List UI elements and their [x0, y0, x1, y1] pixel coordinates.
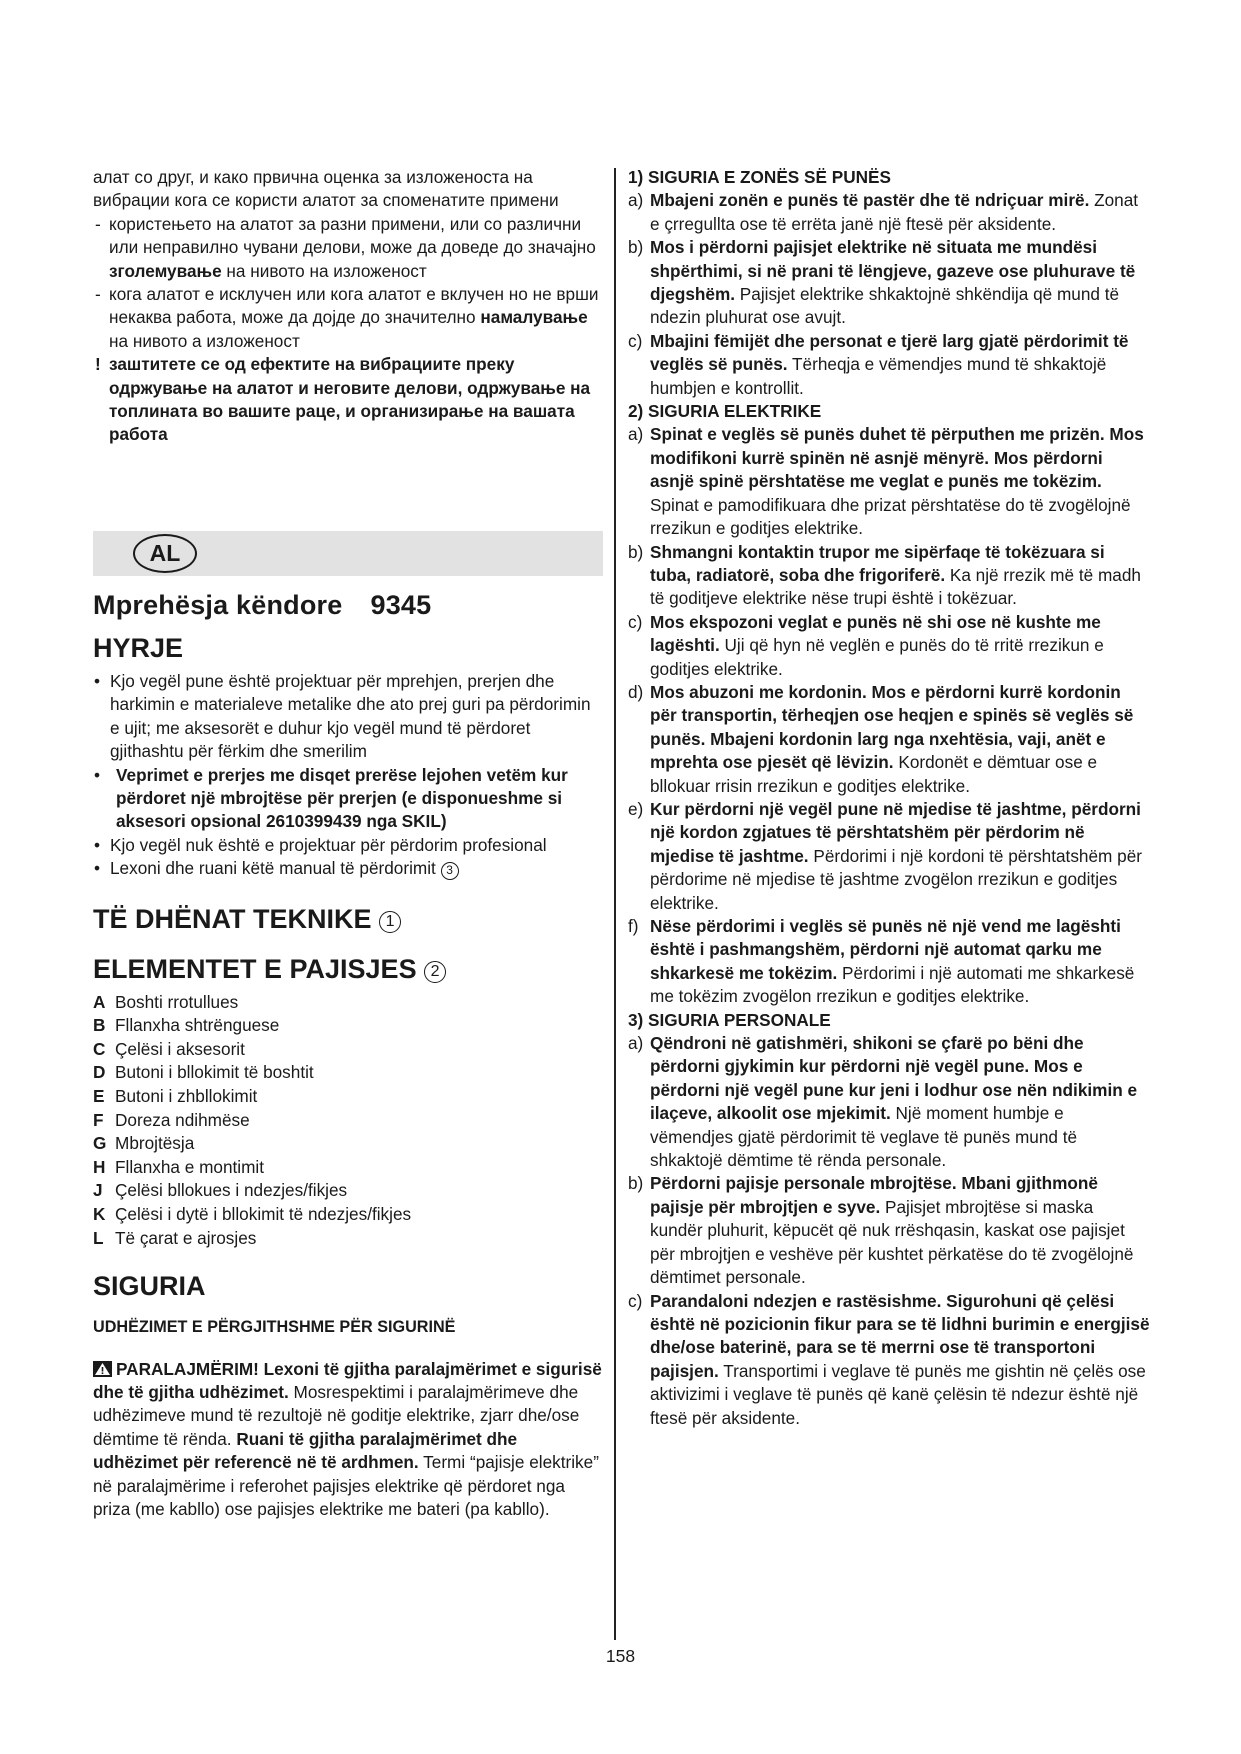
safety-item-2b: [628, 541, 1150, 611]
safety-item-2d: [628, 681, 1150, 798]
item-bold-text: Qëndroni në gatishmëri, shikoni se çfarë po bëni dhe përdorni gjykimin kur përdorni një vegël pune. Mos e përdorni një vegël pune kur jeni i lodhur ose nën ndikimin e ilaçeve, alkoolit ose mjekimit.: [650, 1033, 1138, 1124]
list-item: [93, 1156, 603, 1180]
part-label: Çelësi i dytë i bllokimit të ndezjes/fikjes: [115, 1204, 412, 1224]
item-marker: d): [628, 681, 644, 702]
figure-ref-3: 3: [441, 862, 459, 880]
item-bold-text: Spinat e veglës së punës duhet të përputhen me prizën. Mos modifikoni kurrë spinën në asnjë mënyrë. Mos përdorni asnjë spinë përshtatëse me veglat e punës me tokëzim.: [650, 424, 1144, 492]
item-text: Transportimi i veglave të punës me gishtin në çelës ose aktivizimi i veglave të punës që kanë çelësin të ndezur është një ftesë për aksidente.: [650, 1360, 1146, 1428]
left-column: [93, 166, 603, 447]
elements-heading: [93, 953, 603, 985]
general-safety-subheading: UDHËZIMET E PËRGJITHSHME PËR SIGURINË: [93, 1318, 456, 1337]
mk-dash1-bold: зголемување: [109, 260, 222, 281]
product-name: Mprehësja këndore: [93, 590, 343, 620]
work-area-safety-heading: 1) SIGURIA E ZONËS SË PUNËS: [628, 167, 891, 187]
mk-warning-item: [93, 353, 603, 447]
hyrje-heading: HYRJE: [93, 633, 184, 663]
personal-safety-heading: 3) SIGURIA PERSONALE: [628, 1009, 831, 1030]
mk-dash-item-2: [93, 283, 603, 353]
item-text: Një moment humbje e vëmendjes gjatë përdorimit të veglave të punës mund të shkaktojë dëmtime të rënda personale.: [650, 1103, 1078, 1171]
hyrje-text-2: Veprimet e prerjes me disqet prerëse lejohen vetëm kur përdoret një mbrojtëse për prerjen (e disponueshme si aksesori opsional 2610399439 nga SKIL): [116, 764, 568, 832]
item-bold-text: Nëse përdorimi i veglës së punës në një vend me lagështi është i pashmangshëm, përdorni një automat qarku me shkarkesë me tokëzim.: [650, 916, 1121, 983]
language-section-bar: [93, 531, 603, 576]
list-item: [93, 1061, 603, 1085]
item-bold-text: Parandaloni ndezjen e rastësishme. Sigurohuni që çelësi është në pozicionin fikur para se të lidhni burimin e energjisë dhe/ose baterinë, para se të merrni ose të transportoni pajisjen.: [650, 1290, 1150, 1381]
item-bold-text: Mos abuzoni me kordonin. Mos e përdorni kurrë kordonin për transportin, tërheqjen ose heqjen e spinës së veglës së punës. Mbajeni kordonin larg nga nxehtësia, vaji, anët e mprehta ose pjesët që lëvizin.: [650, 681, 1134, 773]
mk-dash2-bold: намалување: [480, 307, 588, 328]
item-marker: b): [628, 237, 644, 258]
item-bold-text: Mos ekspozoni veglat e punës në shi ose në kushte me lagështi.: [650, 611, 1101, 656]
list-item: [93, 1109, 603, 1133]
warning-paragraph: [93, 1358, 603, 1522]
safety-item-2c: [628, 611, 1150, 681]
item-marker: e): [628, 798, 644, 819]
bullet-marker: •: [94, 858, 101, 879]
item-text: Pajisjet mbrojtëse si maska kundër pluhurit, këpucët që nuk rrëshqasin, kaskat ose pajisjet për mbrojtjen e veshëve për kushtet përkatëse do të zvogëlojnë dëmtimet personale.: [650, 1196, 1134, 1288]
safety-item-1c: [628, 330, 1150, 400]
part-letter: F: [93, 1109, 104, 1130]
item-marker: c): [628, 330, 643, 351]
part-label: Mbrojtësja: [115, 1133, 195, 1154]
part-letter: L: [93, 1227, 104, 1248]
column-divider: [614, 168, 616, 1640]
bullet-marker: •: [94, 671, 101, 691]
part-letter: J: [93, 1180, 103, 1201]
mk-dash1-text-c: на нивото на изложеност: [221, 260, 427, 281]
hyrje-bullet-4: [93, 857, 603, 880]
safety-item-2e: [628, 798, 1150, 915]
elements-heading-text: ELEMENTET E PAJISJES: [93, 953, 417, 984]
part-label: Fllanxha shtrënguese: [115, 1015, 280, 1036]
item-text: Përdorimi i një kordoni të përshtatshëm për përdorime në mjedise të jashtme zvogëlon rrezikun e goditjes elektrike.: [650, 845, 1142, 913]
list-item: [93, 1038, 603, 1062]
part-label: Boshti rrotullues: [115, 991, 239, 1012]
item-marker: c): [628, 611, 643, 632]
left-column-main: [93, 632, 603, 1521]
warning-icon: [93, 1361, 112, 1377]
list-item: [93, 1132, 603, 1156]
item-text: Uji që hyn në veglën e punës do të rritë rrezikun e goditjes elektrike.: [650, 635, 1104, 679]
item-marker: b): [628, 541, 644, 562]
item-marker: b): [628, 1173, 644, 1194]
item-marker: a): [628, 1033, 644, 1054]
siguria-heading: SIGURIA: [93, 1271, 206, 1302]
item-text: Spinat e pamodifikuara dhe prizat përshtatëse do të zvogëlojnë rrezikun e goditjes elektrike.: [650, 494, 1131, 539]
safety-item-1b: [628, 236, 1150, 330]
safety-item-1a: [628, 189, 1150, 236]
safety-item-3a: [628, 1032, 1150, 1172]
part-label: Fllanxha e montimit: [115, 1156, 265, 1177]
item-marker: c): [628, 1290, 643, 1311]
part-label: Çelësi i aksesorit: [115, 1038, 245, 1059]
part-label: Doreza ndihmëse: [115, 1109, 250, 1130]
warning-bold-1: PARALAJMËRIM! Lexoni të gjitha paralajmërimet e sigurisë dhe të gjitha udhëzimet.: [93, 1358, 602, 1402]
bullet-marker: •: [94, 764, 101, 785]
right-column: [628, 166, 1150, 1430]
mk-dash-item-1: [93, 213, 603, 283]
part-letter: E: [93, 1086, 105, 1107]
safety-item-2a: [628, 423, 1150, 540]
page-number: 158: [605, 1646, 636, 1666]
item-text: Zonat e çrregullta ose të errëta janë një ftesë për aksidente.: [650, 190, 1139, 234]
item-bold-text: Kur përdorni një vegël pune në mjedise të jashtme, përdorni një kordon zgjatues të përshtatshëm për përdorim në mjedise të jashtme.: [650, 798, 1141, 866]
product-model: 9345: [370, 590, 432, 620]
product-title: [93, 590, 431, 621]
parts-list: [93, 991, 603, 1251]
item-bold-text: Shmangni kontaktin trupor me sipërfaqe të tokëzuara si tuba, radiatorë, soba dhe frigoriferë.: [650, 541, 1105, 585]
figure-ref-2: 2: [424, 961, 446, 983]
hyrje-bullet-2: [93, 764, 603, 834]
list-item: [93, 991, 603, 1015]
exclamation-marker: !: [95, 354, 101, 375]
item-bold-text: Mbajeni zonën e punës të pastër dhe të ndriçuar mirë.: [650, 190, 1090, 211]
mk-dash1-text-a: користењето на алатот за разни примени, или со различни или неправилно чувани делови, може да доведе до значајно: [109, 213, 596, 258]
list-item: [93, 1227, 603, 1251]
tech-data-heading-text: TË DHËNAT TEKNIKE: [93, 903, 372, 934]
hyrje-text-4: Lexoni dhe ruani këtë manual të përdorimit: [110, 858, 436, 879]
safety-item-3c: [628, 1290, 1150, 1430]
list-item: [93, 1085, 603, 1109]
list-item: [93, 1179, 603, 1203]
part-letter: K: [93, 1204, 106, 1224]
list-item: [93, 1014, 603, 1038]
tech-data-heading: [93, 903, 603, 935]
item-marker: f): [628, 916, 639, 936]
item-text: Pajisjet elektrike shkaktojnë shkëndija që mund të ndezin pluhurat ose avujt.: [650, 284, 1120, 328]
item-bold-text: Mos i përdorni pajisjet elektrike në situata me mundësi shpërthimi, si në prani të lëngjeve, gazeve ose pluhurave të djegshëm.: [650, 237, 1136, 305]
hyrje-bullet-1: [93, 670, 603, 764]
warning-text-1: Mosrespektimi i paralajmërimeve dhe udhëzimeve mund të rezultojë në goditje elektrike, zjarr dhe/ose dëmtime të rënda.: [93, 1382, 580, 1449]
mk-dash2-text-c: на нивото а изложеност: [109, 330, 300, 351]
warning-bold-2: Ruani të gjitha paralajmërimet dhe udhëzimet për referencë në të ardhmen.: [93, 1428, 518, 1473]
part-label: Çelësi bllokues i ndezjes/fikjes: [115, 1180, 348, 1201]
part-label: Butoni i zhbllokimit: [115, 1086, 258, 1107]
mk-dash2-text-a: кога алатот е исклучен или кога алатот е вклучен но не врши некаква работа, може да дојде до значително: [109, 284, 599, 328]
part-letter: H: [93, 1156, 106, 1177]
item-text: Ka një rrezik më të madh të goditjeve elektrike nëse trupi është i tokëzuar.: [650, 564, 1141, 609]
part-letter: C: [93, 1038, 106, 1059]
bullet-marker: •: [94, 834, 101, 855]
item-text: Kordonët e dëmtuar ose e bllokuar rrisin rrezikun e goditjes elektrike.: [650, 752, 1098, 796]
dash-marker: -: [95, 284, 101, 305]
figure-ref-1: 1: [379, 911, 401, 933]
safety-item-2f: [628, 915, 1150, 1009]
language-badge-al: AL: [133, 534, 197, 573]
hyrje-bullet-3: [93, 834, 603, 857]
item-text: Përdorimi i një automati me shkarkesë me tokëzim zvogëlon rrezikun e goditjes elektrike.: [650, 962, 1135, 1007]
hyrje-text-1: Kjo vegël pune është projektuar për mprehjen, prerjen dhe harkimin e materialeve metalike dhe ato prej guri pa përdorimin e ujit; me aksesorët e duhur kjo vegël mund të përdoret gjithashtu për fërkim dhe smerilim: [110, 671, 591, 762]
electrical-safety-heading: 2) SIGURIA ELEKTRIKE: [628, 401, 822, 422]
safety-item-3b: [628, 1172, 1150, 1289]
list-item: [93, 1203, 603, 1227]
part-letter: B: [93, 1015, 106, 1036]
part-label: Të çarat e ajrosjes: [115, 1227, 257, 1248]
part-letter: G: [93, 1133, 107, 1154]
item-bold-text: Përdorni pajisje personale mbrojtëse. Mbani gjithmonë pajisje për mbrojtjen e syve.: [650, 1173, 1098, 1217]
item-marker: a): [628, 190, 644, 211]
warning-text-2: Termi “pajisje elektrike” në paralajmërime i referohet pajisjes elektrike që përdoret nga priza (me kabllo) ose pajisjes elektrike me bateri (pa kabllo).: [93, 1452, 599, 1520]
dash-marker: -: [95, 213, 101, 234]
item-text: Tërheqja e vëmendjes mund të shkaktojë humbjen e kontrollit.: [650, 354, 1107, 398]
part-letter: D: [93, 1062, 106, 1083]
hyrje-text-3: Kjo vegël nuk është e projektuar për përdorim profesional: [110, 834, 547, 855]
mk-intro-paragraph: алат со друг, и како првична оценка за изложеноста на вибрации кога се користи алатот за споменатите примени: [93, 167, 559, 211]
part-letter: A: [93, 991, 106, 1012]
item-marker: a): [628, 424, 644, 445]
item-bold-text: Mbajini fëmijët dhe personat e tjerë larg gjatë përdorimit të veglës së punës.: [650, 330, 1129, 375]
mk-warning-text: заштитете се од ефектите на вибрациите преку одржување на алатот и неговите делови, одржување на топлината во вашите раце, и организирање на вашата работа: [109, 354, 591, 445]
part-label: Butoni i bllokimit të boshtit: [115, 1062, 314, 1083]
